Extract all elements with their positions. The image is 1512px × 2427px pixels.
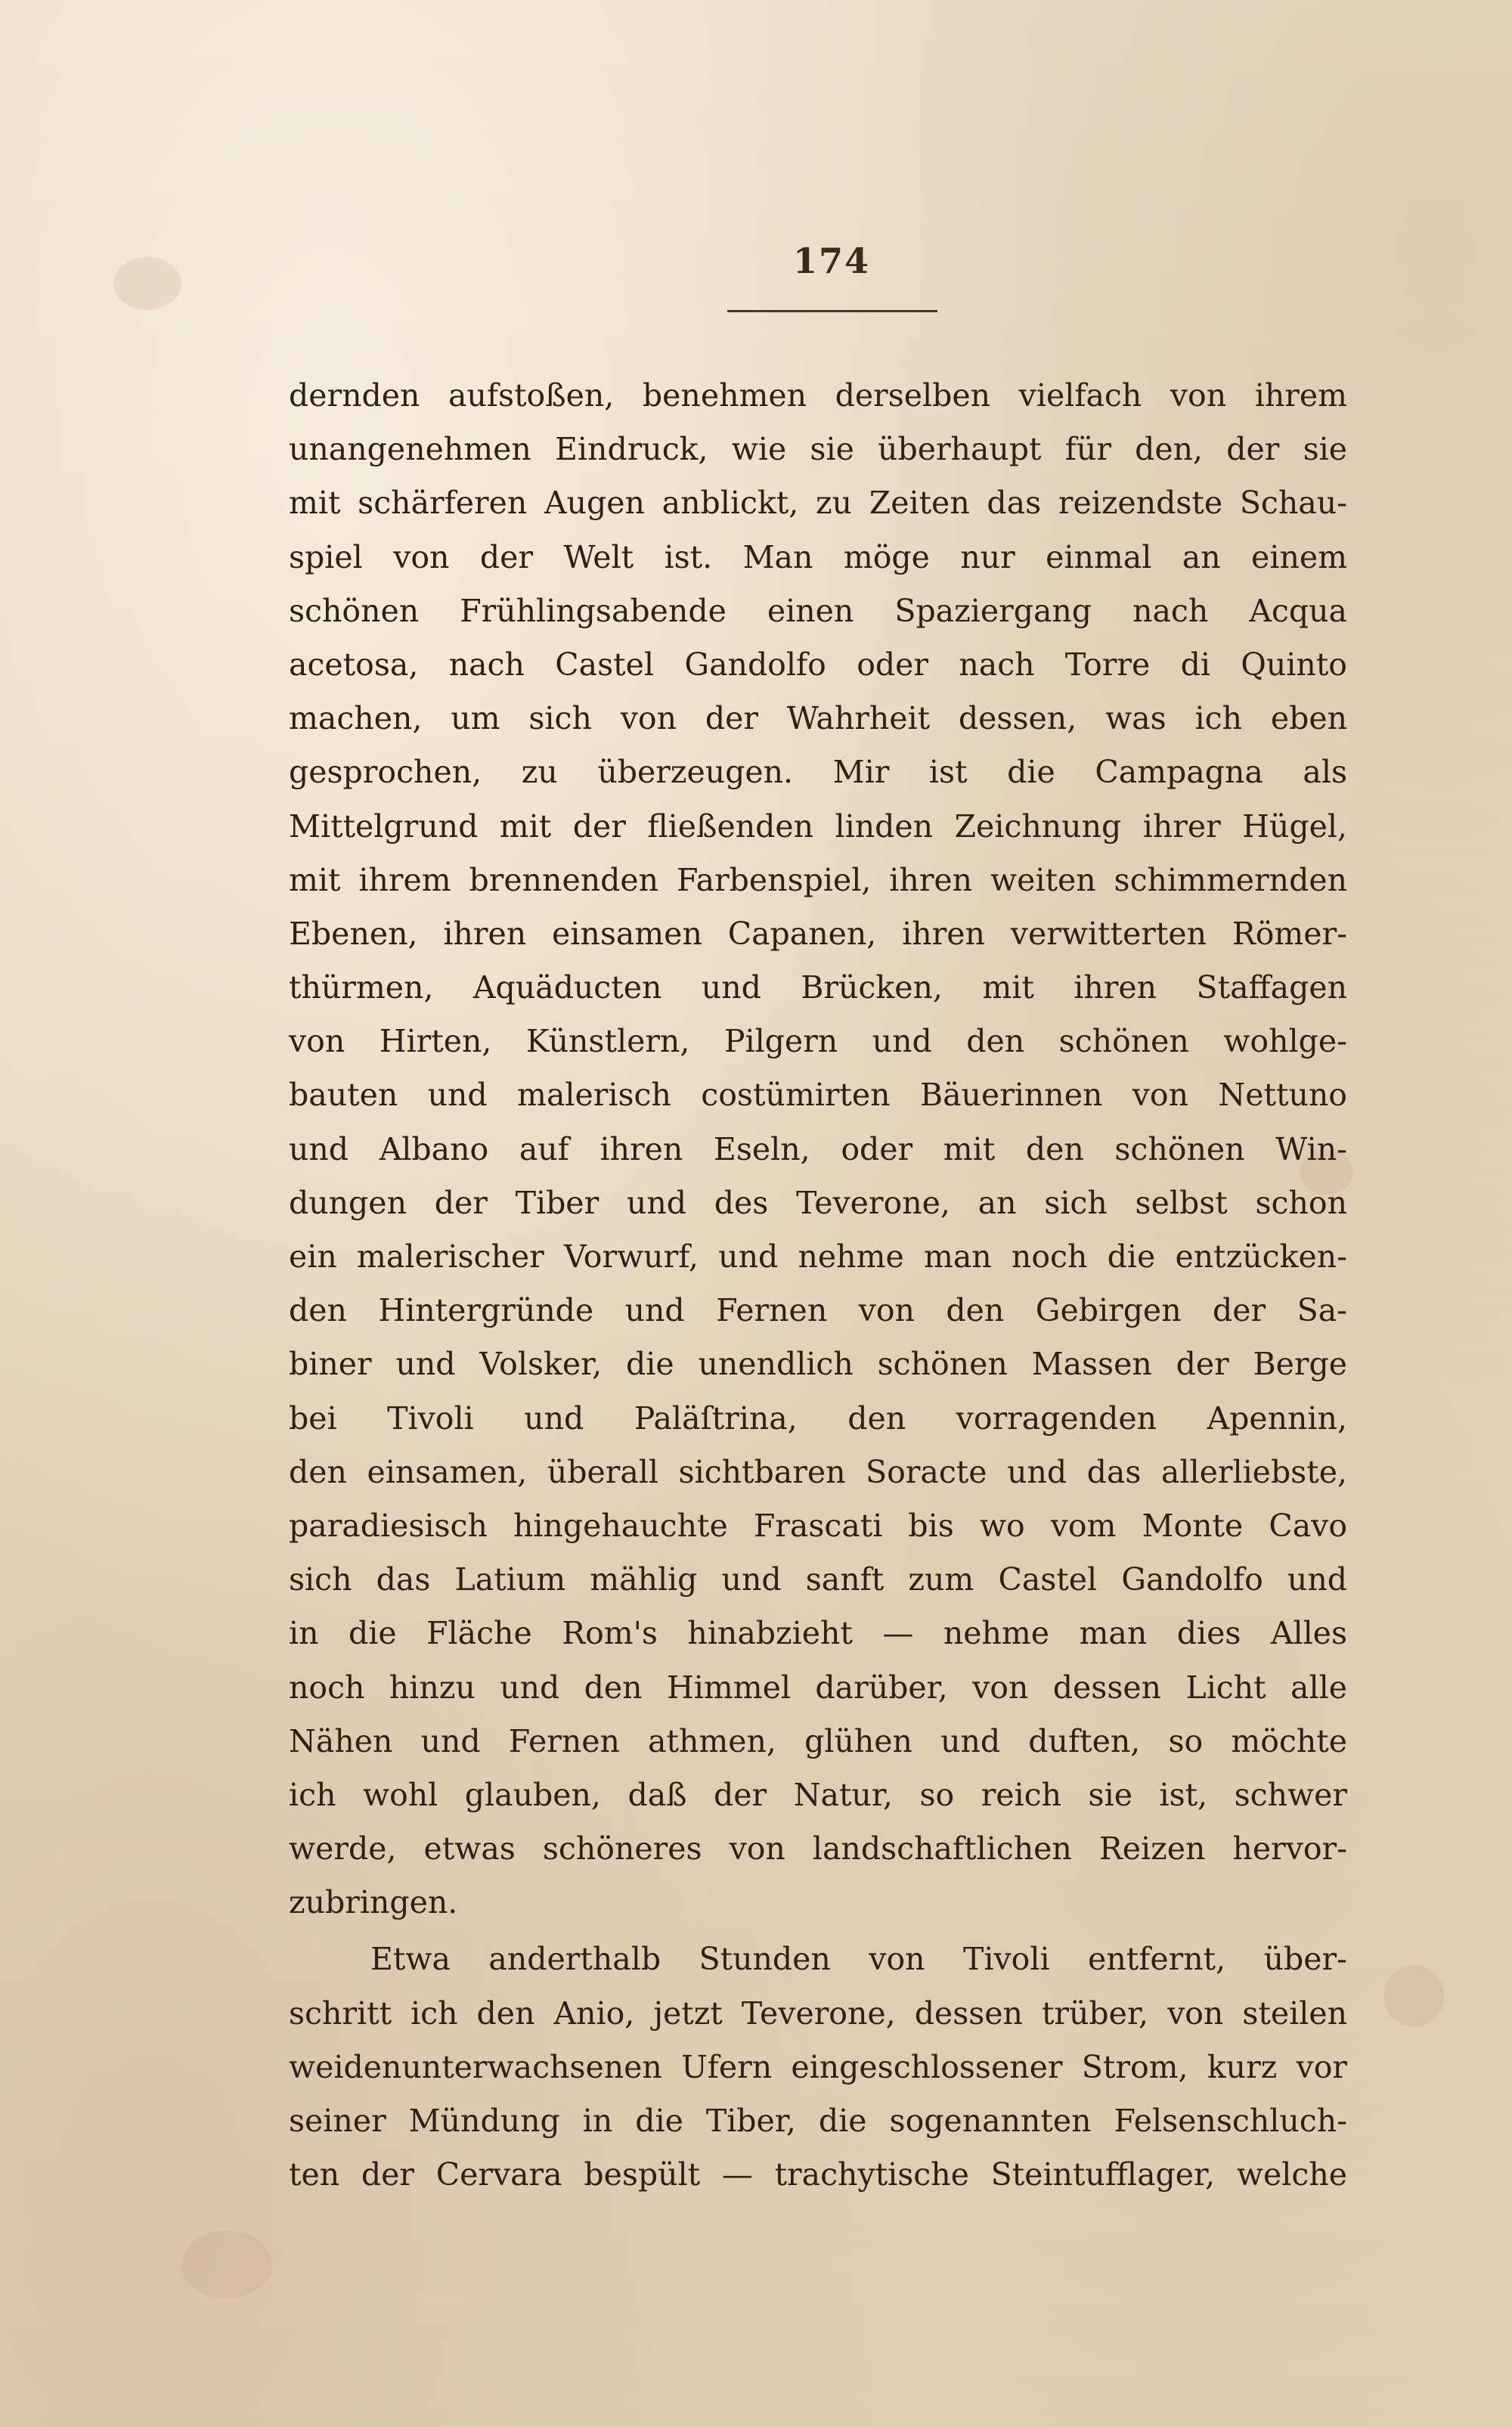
- text-line: mit schärferen Augen anblickt, zu Zeiten das reizendste Schau-: [289, 485, 1347, 522]
- text-line: Nähen und Fernen athmen, glühen und duften, so möchte: [289, 1722, 1347, 1759]
- text-line: unangenehmen Eindruck, wie sie überhaupt für den, der sie: [289, 431, 1347, 468]
- text-line: biner und Volsker, die unendlich schönen Massen der Berge: [289, 1346, 1347, 1383]
- text-line: sich das Latium mählig und sanft zum Castel Gandolfo und: [289, 1561, 1347, 1598]
- text-line: machen, um sich von der Wahrheit dessen, was ich eben: [289, 700, 1347, 737]
- text-line: und Albano auf ihren Eseln, oder mit den schönen Win-: [289, 1130, 1347, 1167]
- text-line: thürmen, Aquäducten und Brücken, mit ihren Staffagen: [289, 969, 1347, 1006]
- text-line: mit ihrem brennenden Farbenspiel, ihren weiten schimmernden: [289, 861, 1347, 898]
- text-line: acetosa, nach Castel Gandolfo oder nach Torre di Quinto: [289, 646, 1347, 683]
- text-line: dungen der Tiber und des Teverone, an sich selbst schon: [289, 1184, 1347, 1221]
- text-line: in die Fläche Rom's hinabzieht — nehme man dies Alles: [289, 1615, 1347, 1652]
- text-line: den Hintergründe und Fernen von den Gebirgen der Sa-: [289, 1292, 1347, 1329]
- text-line: bauten und malerisch costümirten Bäuerinnen von Nettuno: [289, 1077, 1347, 1114]
- text-line: paradiesisch hingehauchte Frascati bis wo vom Monte Cavo: [289, 1507, 1347, 1544]
- text-line: ein malerischer Vorwurf, und nehme man noch die entzücken-: [289, 1238, 1347, 1275]
- text-line: spiel von der Welt ist. Man möge nur einmal an einem: [289, 538, 1347, 575]
- text-line: gesprochen, zu überzeugen. Mir ist die Campagna als: [289, 754, 1347, 791]
- foxing-stain: [181, 2230, 272, 2298]
- text-line: schritt ich den Anio, jetzt Teverone, dessen trüber, von steilen: [289, 1995, 1347, 2032]
- text-line: weidenunterwachsenen Ufern eingeschlossener Strom, kurz vor: [289, 2048, 1347, 2085]
- text-line: bei Tivoli und Paläſtrina, den vorragenden Apennin,: [289, 1399, 1347, 1437]
- text-line: werde, etwas schöneres von landschaftlichen Reizen hervor-: [289, 1830, 1347, 1868]
- text-line: zubringen.: [289, 1884, 458, 1921]
- body-text: [289, 369, 1347, 2202]
- text-line: schönen Frühlingsabende einen Spaziergang nach Acqua: [289, 592, 1347, 629]
- text-line: Ebenen, ihren einsamen Capanen, ihren verwitterten Römer-: [289, 915, 1347, 952]
- text-line: seiner Mündung in die Tiber, die sogenannten Felsenschluch-: [289, 2103, 1347, 2139]
- text-line: ich wohl glauben, daß der Natur, so reich sie ist, schwer: [289, 1776, 1347, 1813]
- page-number: 174: [792, 240, 871, 281]
- text-line: ten der Cervara bespült — trachytische Steintufflager, welche: [289, 2156, 1347, 2193]
- foxing-stain: [1383, 1966, 1444, 2026]
- text-line: den einsamen, überall sichtbaren Soracte und das allerliebste,: [289, 1453, 1347, 1490]
- text-line: von Hirten, Künstlern, Pilgern und den schönen wohlge-: [289, 1023, 1347, 1060]
- text-line: Etwa anderthalb Stunden von Tivoli entfernt, über-: [370, 1941, 1347, 1978]
- text-line: dernden aufstoßen, benehmen derselben vielfach von ihrem: [289, 377, 1347, 414]
- text-line: noch hinzu und den Himmel darüber, von dessen Licht alle: [289, 1669, 1347, 1706]
- header-rule: [727, 310, 937, 312]
- text-line: Mittelgrund mit der fließenden linden Zeichnung ihrer Hügel,: [289, 807, 1347, 845]
